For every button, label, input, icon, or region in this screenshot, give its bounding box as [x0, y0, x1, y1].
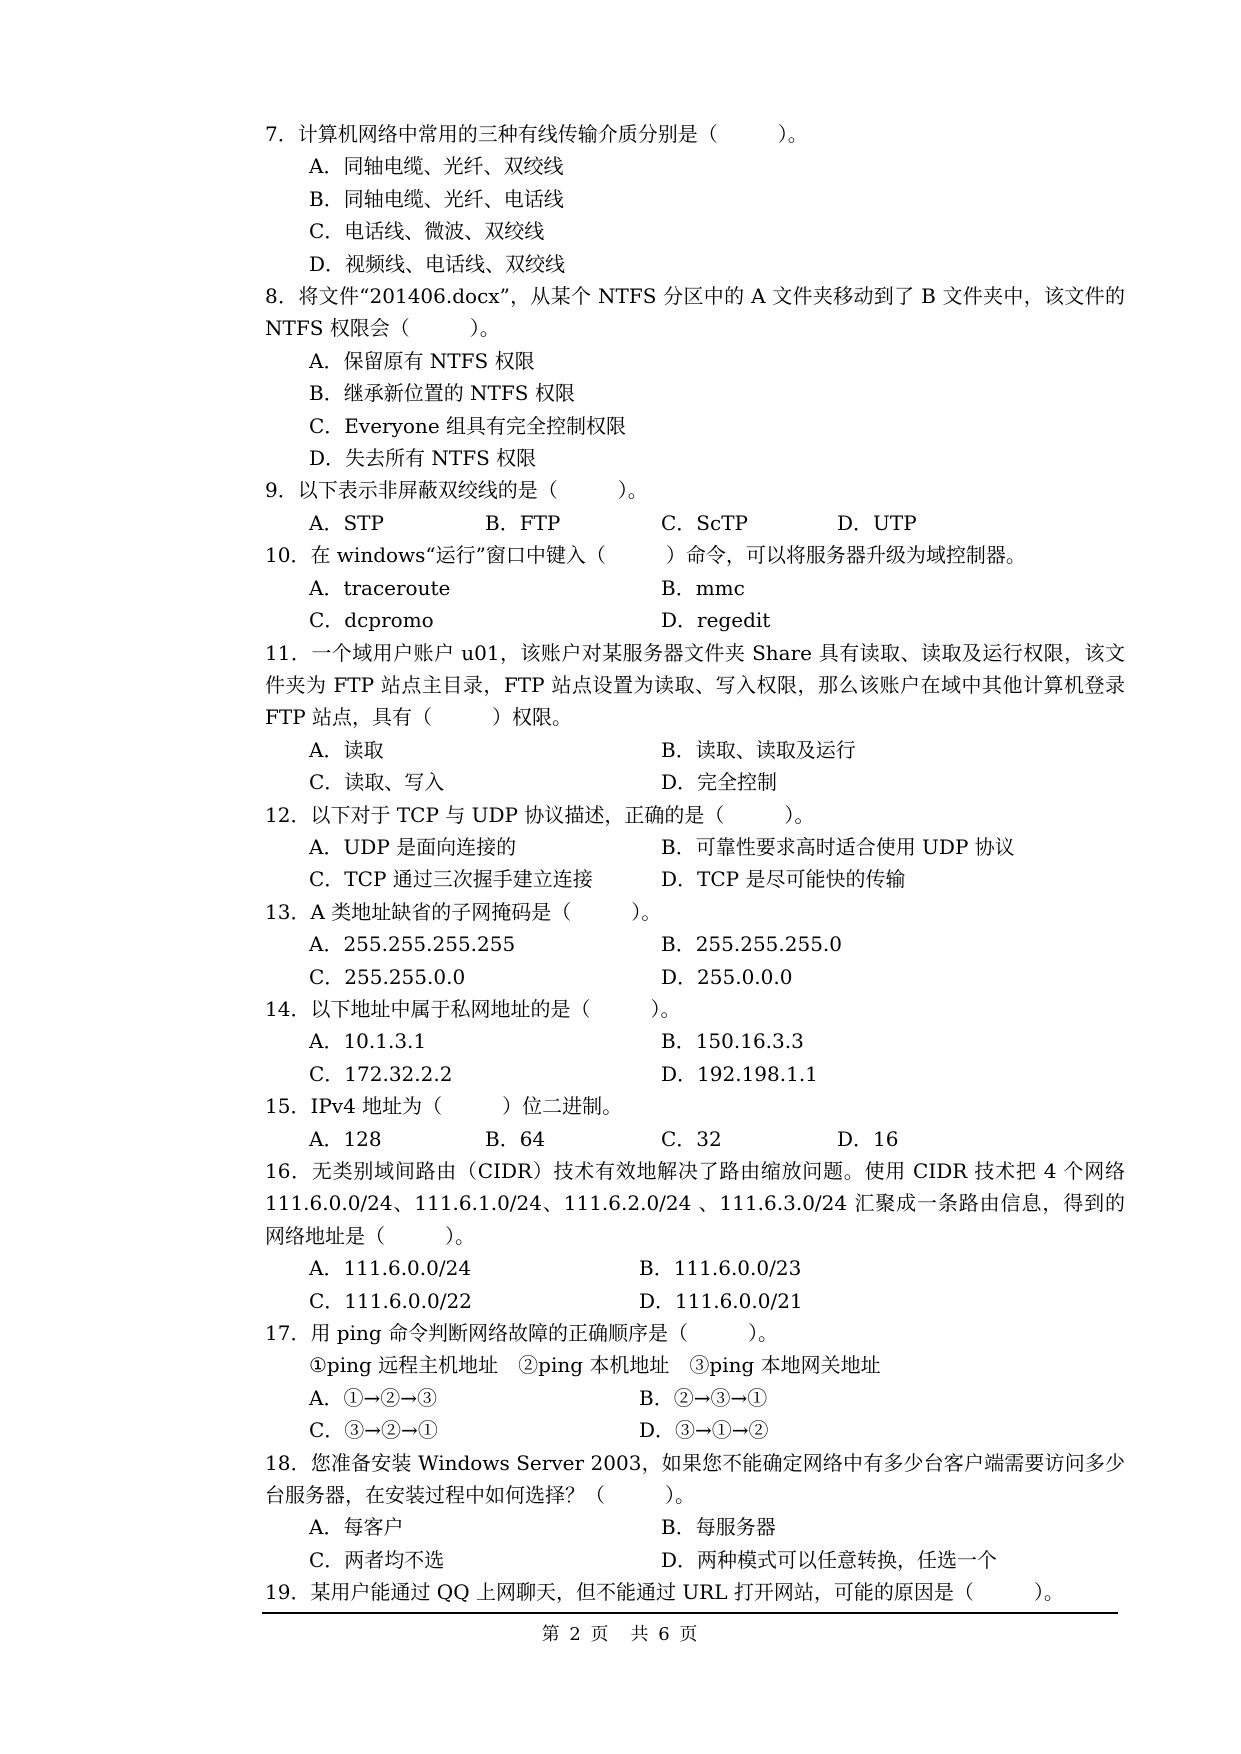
answer-option: C．Everyone 组具有完全控制权限 [309, 413, 627, 438]
answer-option: C．ScTP [661, 510, 749, 535]
options-group [265, 928, 1125, 993]
answer-option: B．150.16.3.3 [661, 1029, 804, 1054]
question-block [265, 1576, 1125, 1608]
answer-option: C．255.255.0.0 [309, 964, 466, 989]
question-block [265, 539, 1125, 636]
answer-option: D．16 [837, 1126, 899, 1151]
question-stem: 7．计算机网络中常用的三种有线传输介质分别是（ ）。 [265, 122, 808, 146]
answer-option: A．读取 [309, 737, 384, 762]
options-group [265, 507, 1125, 539]
options-row [265, 863, 1125, 895]
answer-option: B．每服务器 [661, 1515, 776, 1540]
answer-option: A．111.6.0.0/24 [309, 1256, 472, 1281]
options-row [265, 248, 1125, 280]
options-row [265, 1252, 1125, 1284]
options-row [265, 377, 1125, 409]
answer-option: A．10.1.3.1 [309, 1029, 427, 1054]
answer-option: B．255.255.255.0 [661, 932, 843, 957]
answer-option: D．UTP [837, 510, 917, 535]
answer-option: C．③→②→① [309, 1418, 438, 1443]
options-group [265, 1025, 1125, 1090]
answer-option: A．UDP 是面向连接的 [309, 834, 517, 859]
options-row [265, 1414, 1125, 1446]
question-stem: 10．在 windows“运行”窗口中键入（ ）命令，可以将服务器升级为域控制器。 [265, 543, 1026, 568]
answer-option: B．可靠性要求高时适合使用 UDP 协议 [661, 834, 1015, 859]
question-block [265, 637, 1125, 799]
answer-option: D．③→①→② [639, 1418, 769, 1443]
answer-option: C．111.6.0.0/22 [309, 1288, 472, 1313]
answer-option: B．mmc [661, 575, 745, 600]
options-row [265, 572, 1125, 604]
question-note: ①ping 远程主机地址 ②ping 本机地址 ③ping 本地网关地址 [309, 1353, 881, 1378]
answer-option: C．dcpromo [309, 608, 434, 633]
options-row [265, 1382, 1125, 1414]
answer-option: B．继承新位置的 NTFS 权限 [309, 381, 575, 406]
question-block [265, 1447, 1125, 1577]
answer-option: B．读取、读取及运行 [661, 737, 856, 762]
answer-option: C．电话线、微波、双绞线 [309, 219, 545, 244]
options-row [265, 961, 1125, 993]
answer-option: B．111.6.0.0/23 [639, 1256, 802, 1281]
answer-option: B．②→③→① [639, 1385, 768, 1410]
answer-option: B．FTP [485, 510, 561, 535]
answer-option: D．192.198.1.1 [661, 1061, 818, 1086]
question-stem: 19．某用户能通过 QQ 上网聊天，但不能通过 URL 打开网站，可能的原因是（ ）。 [265, 1580, 1064, 1605]
answer-option: D．111.6.0.0/21 [639, 1288, 803, 1313]
page-footer: 第 2 页 共 6 页 [541, 1624, 700, 1645]
answer-option: D．两种模式可以任意转换，任选一个 [661, 1547, 998, 1572]
answer-option: C．读取、写入 [309, 770, 445, 795]
options-row [265, 1058, 1125, 1090]
options-group [265, 1252, 1125, 1317]
question-stem: 17．用 ping 命令判断网络故障的正确顺序是（ ）。 [265, 1321, 779, 1346]
question-block [265, 993, 1125, 1090]
options-group [265, 1382, 1125, 1447]
options-row [265, 442, 1125, 474]
question-block [265, 1090, 1125, 1155]
answer-option: B．64 [485, 1126, 546, 1151]
answer-option: C．两者均不选 [309, 1547, 445, 1572]
question-stem: 11．一个域用户账户 u01，该账户对某服务器文件夹 Share 具有读取、读取及运行权限，该文件夹为 FTP 站点主目录，FTP 站点设置为读取、写入权限，那么该账户在域中其他计算机登录 FTP 站点，具有（ ）权限。 [265, 640, 1125, 730]
question-stem: 12．以下对于 TCP 与 UDP 协议描述，正确的是（ ）。 [265, 802, 815, 827]
options-row [265, 345, 1125, 377]
question-stem: 16．无类别域间路由（CIDR）技术有效地解决了路由缩放问题。使用 CIDR 技术把 4 个网络 111.6.0.0/24、111.6.1.0/24、111.6.2.0/24 、111.6.3.0/24 汇聚成一条路由信息，得到的网络地址是（ ）。 [265, 1159, 1125, 1248]
options-row [265, 410, 1125, 442]
options-row [265, 183, 1125, 215]
options-group [265, 345, 1125, 475]
question-block [265, 474, 1125, 539]
answer-option: A．每客户 [309, 1515, 404, 1540]
question-stem: 8．将文件“201406.docx”，从某个 NTFS 分区中的 A 文件夹移动到了 B 文件夹中，该文件的 NTFS 权限会（ ）。 [265, 284, 1125, 341]
question-stem: 13．A 类地址缺省的子网掩码是（ ）。 [265, 899, 662, 924]
answer-option: D．失去所有 NTFS 权限 [309, 446, 537, 471]
options-row [265, 831, 1125, 863]
options-group [265, 734, 1125, 799]
options-row [265, 1285, 1125, 1317]
options-row [265, 215, 1125, 247]
question-stem: 14．以下地址中属于私网地址的是（ ）。 [265, 996, 681, 1021]
options-group [265, 150, 1125, 280]
answer-option: C．172.32.2.2 [309, 1061, 453, 1086]
answer-option: D．视频线、电话线、双绞线 [309, 251, 566, 276]
answer-option: A．128 [309, 1126, 382, 1151]
answer-option: C．32 [661, 1126, 722, 1151]
answer-option: D．完全控制 [661, 770, 778, 795]
answer-option: A．STP [309, 510, 384, 535]
answer-option: C．TCP 通过三次握手建立连接 [309, 867, 593, 892]
question-block [265, 280, 1125, 474]
answer-option: D．regedit [661, 608, 771, 633]
options-row [265, 1511, 1125, 1543]
question-stem: 18．您准备安装 Windows Server 2003，如果您不能确定网络中有多少台客户端需要访问多少台服务器，在安装过程中如何选择？（ ）。 [265, 1450, 1125, 1508]
question-block [265, 1155, 1125, 1317]
answer-option: A．①→②→③ [309, 1385, 437, 1410]
answer-option: D．TCP 是尽可能快的传输 [661, 867, 906, 892]
answer-option: A．traceroute [309, 575, 451, 600]
options-group [265, 1123, 1125, 1155]
options-row [265, 928, 1125, 960]
options-group [265, 572, 1125, 637]
answer-option: D．255.0.0.0 [661, 964, 793, 989]
answer-option: B．同轴电缆、光纤、电话线 [309, 186, 564, 211]
options-row [265, 1123, 1125, 1155]
question-block [265, 118, 1125, 280]
options-row [265, 1544, 1125, 1576]
options-row [265, 1025, 1125, 1057]
options-group [265, 1511, 1125, 1576]
question-stem: 9．以下表示非屏蔽双绞线的是（ ）。 [265, 478, 648, 503]
answer-option: A．255.255.255.255 [309, 932, 516, 957]
question-stem: 15．IPv4 地址为（ ）位二进制。 [265, 1094, 623, 1119]
options-row [265, 150, 1125, 182]
options-row [265, 507, 1125, 539]
answer-option: A．同轴电缆、光纤、双绞线 [309, 154, 564, 179]
options-row [265, 734, 1125, 766]
question-block [265, 896, 1125, 993]
options-row [265, 604, 1125, 636]
question-block [265, 799, 1125, 896]
options-group [265, 831, 1125, 896]
answer-option: A．保留原有 NTFS 权限 [309, 348, 535, 373]
options-row [265, 766, 1125, 798]
footer-divider [262, 1612, 1118, 1614]
question-list [265, 118, 1125, 1609]
question-block [265, 1317, 1125, 1447]
